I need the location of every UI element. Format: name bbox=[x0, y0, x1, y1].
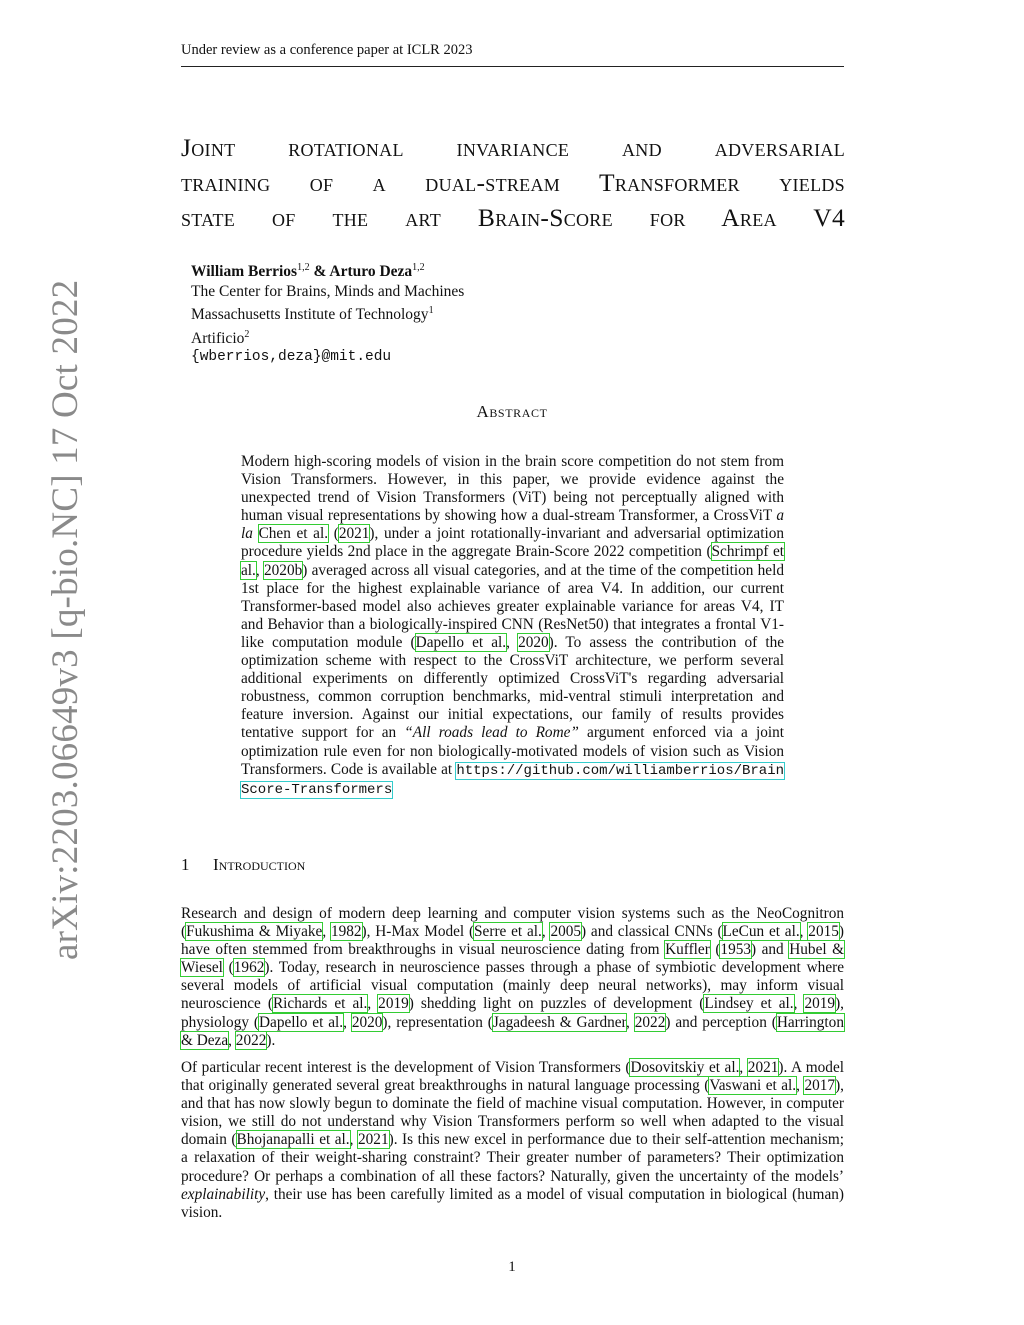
code-url-link[interactable]: https://github.com/williamberrios/BrainScore-Transformers bbox=[241, 762, 784, 798]
para-span: , bbox=[796, 1077, 805, 1095]
para-span: ), physiology ( bbox=[181, 995, 844, 1031]
affiliation-1: The Center for Brains, Minds and Machines bbox=[191, 282, 465, 300]
citation-link[interactable]: 2021 bbox=[747, 1059, 779, 1076]
affiliation-2-text: Massachusetts Institute of Technology bbox=[191, 306, 429, 324]
abstract-span: ), under a joint rotationally-invariant and adversarial optimization procedure yields 2nd place in the aggregate Brain-Score 2022 competition ( bbox=[241, 525, 785, 561]
para-span: ) and perception ( bbox=[665, 1013, 777, 1031]
intro-paragraph-2 bbox=[181, 1059, 844, 1222]
citation-link[interactable]: 2021 bbox=[338, 525, 370, 543]
abstract-italic: a la bbox=[241, 507, 784, 543]
para-span: ) and classical CNNs ( bbox=[581, 923, 723, 941]
para-span: , their use has been carefully limited as a model of visual computation in biological (human) vision. bbox=[181, 1185, 844, 1221]
citation-link[interactable]: Schrimpf et al. bbox=[241, 543, 785, 579]
para-span: , bbox=[541, 923, 551, 941]
arxiv-stamp: arXiv:2203.06649v3 [q-bio.NC] 17 Oct 2022 bbox=[45, 279, 86, 960]
abstract-span: argument enforced via a joint optimization rule even for non biologically-motivated models of vision such as Vision Transformers. Code is available at bbox=[241, 724, 784, 778]
citation-link[interactable]: 2017 bbox=[804, 1077, 836, 1095]
citation-link[interactable]: 2019 bbox=[378, 995, 409, 1013]
header-rule bbox=[181, 66, 844, 67]
para-span: , bbox=[322, 923, 331, 941]
abstract-span: , bbox=[255, 561, 264, 579]
section-number: 1 bbox=[181, 855, 190, 874]
author-block bbox=[191, 258, 464, 368]
abstract-text bbox=[241, 453, 784, 799]
citation-link[interactable]: Bhojanapalli et al. bbox=[236, 1131, 350, 1149]
citation-link[interactable]: Richards et al. bbox=[272, 995, 368, 1013]
citation-link[interactable]: Fukushima & Miyake bbox=[186, 923, 323, 941]
paper-title bbox=[181, 130, 845, 235]
para-span: ) shedding light on puzzles of development ( bbox=[408, 995, 705, 1013]
author-and: & bbox=[309, 263, 330, 281]
para-span: Research and design of modern deep learning and computer vision systems such as the NeoCognitron ( bbox=[181, 905, 844, 941]
citation-link[interactable]: Jagadeesh & Gardner bbox=[492, 1013, 627, 1031]
para-span: ) have often stemmed from breakthroughs in visual neuroscience dating from bbox=[181, 923, 844, 959]
abstract-span: , bbox=[506, 633, 519, 651]
citation-link[interactable]: 2022 bbox=[634, 1013, 666, 1031]
author-2-sup: 1,2 bbox=[412, 262, 425, 273]
author-email: {wberrios,deza}@mit.edu bbox=[191, 349, 392, 366]
para-span: ), and that has now slowly begun to dominate the field of machine visual computation. However, in computer vision, we still do not understand why Vision Transformers perform so well when adapted to the visual domain ( bbox=[181, 1077, 844, 1149]
citation-link[interactable]: LeCun et al. bbox=[722, 923, 800, 941]
citation-link[interactable]: Lindsey et al. bbox=[704, 995, 794, 1013]
section-title: Introduction bbox=[213, 855, 306, 874]
author-names bbox=[191, 258, 464, 282]
citation-link[interactable]: 2015 bbox=[808, 923, 839, 941]
citation-link[interactable]: Kuffler bbox=[665, 941, 710, 959]
para-span: ), H-Max Model ( bbox=[361, 923, 475, 941]
para-span: , bbox=[793, 995, 805, 1013]
citation-link[interactable]: 2020 bbox=[351, 1013, 383, 1031]
citation-link[interactable]: 2021 bbox=[358, 1131, 389, 1149]
citation-link[interactable]: Hubel & Wiesel bbox=[181, 941, 845, 977]
para-span: ( bbox=[222, 959, 234, 977]
para-span: ). Is this new excel in performance due to their self-attention mechanism; a relaxation of their weight-sharing constraint? Their greater number of parameters? Their optimization procedure? Or perhaps a combination of all these factors? Naturally, given the uncertainty of the models’ bbox=[181, 1131, 845, 1185]
para-span: , bbox=[799, 923, 809, 941]
para-span: ). Today, research in neuroscience passes through a phase of symbiotic development where several models of artificial visual computation (mainly deep neural networks), may inform visual neuroscience ( bbox=[181, 959, 844, 1013]
citation-link[interactable]: Chen et al. bbox=[258, 525, 329, 543]
affiliation-3-text: Artificio bbox=[191, 329, 245, 347]
citation-link[interactable]: 1962 bbox=[233, 959, 265, 977]
citation-link[interactable]: Dosovitskiy et al. bbox=[630, 1059, 740, 1076]
section-heading bbox=[181, 855, 305, 875]
citation-link[interactable]: Harrington & Deza bbox=[181, 1013, 844, 1049]
citation-link[interactable]: 2005 bbox=[550, 923, 582, 941]
abstract-span: ). To assess the contribution of the optimization scheme with respect to the CrossViT architecture, we perform several additional experiments on differently optimized CrossViT's regarding adversarial robustness, common corruption benchmarks, mid-ventral stimuli interpretation and feature inversion. Against our initial expectations, our family of results provides tentative support for an bbox=[241, 633, 785, 742]
citation-link[interactable]: Vaswani et al. bbox=[709, 1077, 797, 1095]
para-span: ), representation ( bbox=[382, 1013, 493, 1031]
para-span: , bbox=[626, 1013, 635, 1031]
citation-link[interactable]: 1953 bbox=[720, 941, 752, 959]
title-line-1: Joint rotational invariance and adversarial bbox=[181, 133, 845, 162]
para-span: ). A model that originally generated several great breakthroughs in natural language processing ( bbox=[181, 1059, 844, 1095]
para-span: ( bbox=[709, 941, 721, 959]
author-1: William Berrios bbox=[191, 263, 298, 281]
citation-link[interactable]: Serre et al. bbox=[474, 923, 542, 941]
abstract-span: ( bbox=[328, 525, 339, 543]
para-span: , bbox=[739, 1059, 748, 1076]
para-italic: explainability bbox=[181, 1185, 266, 1203]
citation-link[interactable]: 1982 bbox=[330, 923, 362, 941]
citation-link[interactable]: Dapello et al. bbox=[258, 1013, 344, 1031]
affiliation-2-sup: 1 bbox=[428, 305, 434, 317]
author-2: Arturo Deza bbox=[329, 263, 413, 281]
title-line-2: training of a dual-stream Transformer yields bbox=[181, 168, 845, 197]
para-span: , bbox=[367, 995, 379, 1013]
para-span: ). bbox=[266, 1031, 276, 1049]
title-line-3: state of the art Brain-Score for Area V4 bbox=[181, 203, 845, 232]
abstract-heading: Abstract bbox=[476, 402, 548, 421]
affiliation-2 bbox=[191, 301, 464, 325]
para-span: Of particular recent interest is the development of Vision Transformers ( bbox=[181, 1059, 631, 1076]
para-span: , bbox=[228, 1031, 236, 1049]
affiliation-3-sup: 2 bbox=[244, 328, 250, 340]
abstract-italic: “All roads lead to Rome” bbox=[404, 724, 579, 742]
para-span: , bbox=[343, 1013, 352, 1031]
page-number: 1 bbox=[508, 1259, 516, 1275]
para-span: ) and bbox=[751, 941, 790, 959]
running-header: Under review as a conference paper at ICLR 2023 bbox=[181, 42, 473, 58]
abstract-span: ) averaged across all visual categories, and at the time of the competition held 1st place for the highest explainable variance of area V4. In addition, our current Transformer-based model also achieves greater explainable variance for areas V4, IT and Behavior than a biologically-inspired CNN (ResNet50) that integrates a frontal V1-like computation module ( bbox=[241, 561, 784, 651]
intro-paragraph-1 bbox=[181, 905, 844, 1050]
citation-link[interactable]: Dapello et al. bbox=[415, 633, 507, 651]
author-1-sup: 1,2 bbox=[297, 262, 310, 273]
citation-link[interactable]: 2022 bbox=[235, 1031, 267, 1049]
para-span: , bbox=[349, 1131, 358, 1149]
citation-link[interactable]: 2019 bbox=[804, 995, 836, 1013]
citation-link[interactable]: 2020 bbox=[518, 633, 549, 651]
abstract-span: Modern high-scoring models of vision in the brain score competition do not stem from Vision Transformers. However, in this paper, we provide evidence against the unexpected trend of Vision Transformers (ViT) being not perceptually aligned with human visual representations by showing how a dual-stream Transformer, a CrossViT bbox=[241, 453, 784, 525]
citation-link[interactable]: 2020b bbox=[264, 561, 303, 579]
affiliation-3 bbox=[191, 325, 464, 349]
